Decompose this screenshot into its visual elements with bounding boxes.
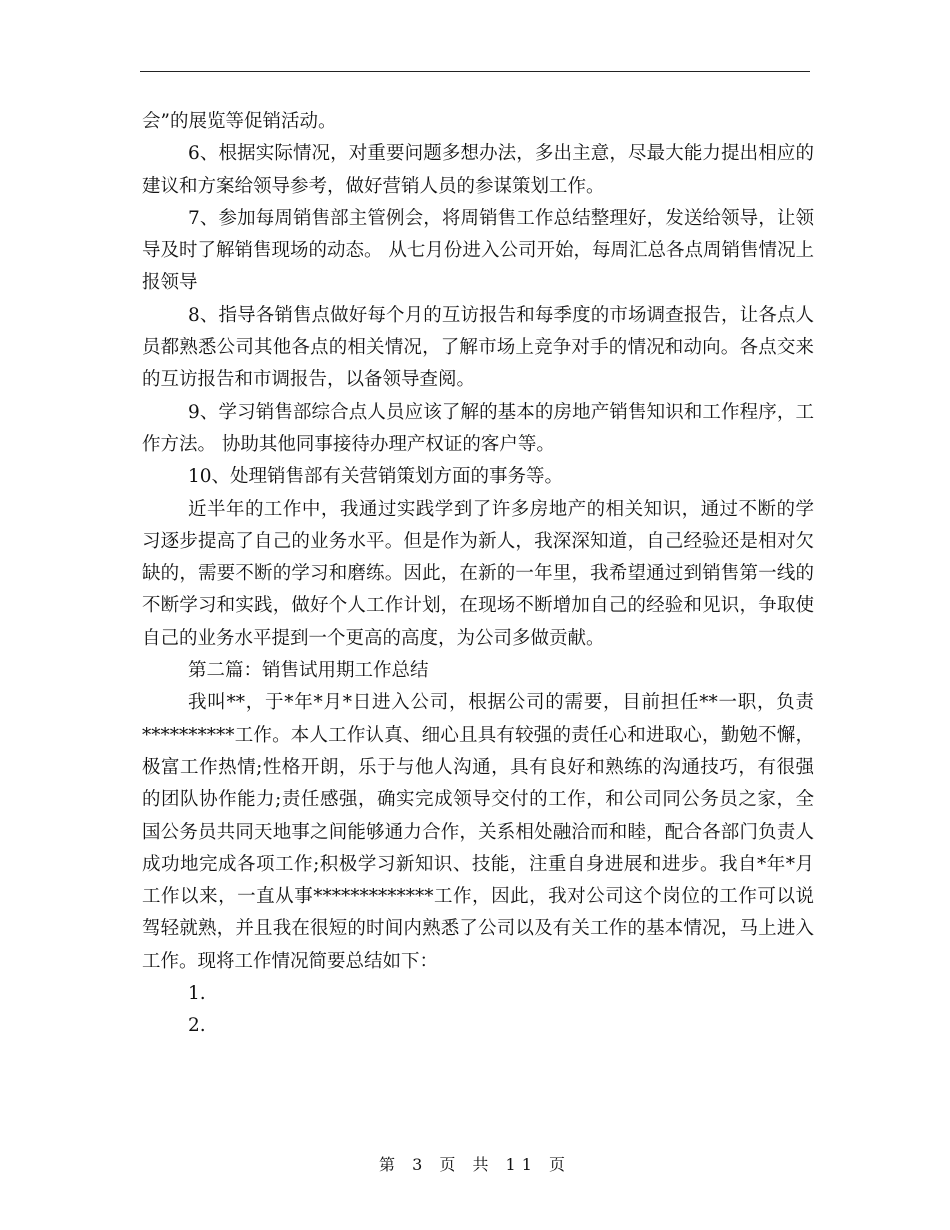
page-footer: 第 3 页 共 11 页 [379, 1155, 571, 1174]
paragraph: 9、学习销售部综合点人员应该了解的基本的房地产销售知识和工作程序，工作方法。 协助其他同事接待办理产权证的客户等。 [142, 401, 814, 455]
header-rule [140, 71, 810, 72]
paragraph: 近半年的工作中，我通过实践学到了许多房地产的相关知识，通过不断的学习逐步提高了自己的业务水平。但是作为新人，我深深知道，自己经验还是相对欠缺的，需要不断的学习和磨练。因此，在新的一年里，我希望通过到销售第一线的不断学习和实践，做好个人工作计划，在现场不断增加自己的经验和见识，争取使自己的业务水平提到一个更高的高度，为公司多做贡献。 [142, 498, 814, 649]
paragraph: 8、指导各销售点做好每个月的互访报告和每季度的市场调查报告，让各点人员都熟悉公司其他各点的相关情况，了解市场上竞争对手的情况和动向。各点交来的互访报告和市调报告，以备领导查阅。 [142, 304, 814, 391]
list-item: 2. [188, 1015, 206, 1037]
body-text [142, 106, 814, 1043]
paragraph: 10、处理销售部有关营销策划方面的事务等。 [188, 466, 564, 488]
paragraph: 会”的展览等促销活动。 [142, 111, 337, 132]
paragraph: 6、根据实际情况，对重要问题多想办法，多出主意，尽最大能力提出相应的建议和方案给领导参考，做好营销人员的参谋策划工作。 [142, 143, 814, 197]
section-heading: 第二篇：销售试用期工作总结 [188, 660, 429, 682]
list-item: 1. [188, 983, 206, 1005]
paragraph: 7、参加每周销售部主管例会，将周销售工作总结整理好，发送给领导，让领导及时了解销售现场的动态。 从七月份进入公司开始，每周汇总各点周销售情况上报领导 [142, 207, 814, 294]
paragraph: 我叫**，于*年*月*日进入公司，根据公司的需要，目前担任**一职，负责**********工作。本人工作认真、细心且具有较强的责任心和进取心，勤勉不懈，极富工作热情;性格开朗，乐于与他人沟通，具有良好和熟练的沟通技巧，有很强的团队协作能力;责任感强，确实完成领导交付的工作，和公司同公务员之家，全国公务员共同天地事之间能够通力合作，关系相处融洽而和睦，配合各部门负责人成功地完成各项工作;积极学习新知识、技能，注重自身进展和进步。我自*年*月工作以来，一直从事*************工作，因此，我对公司这个岗位的工作可以说驾轻就熟，并且我在很短的时间内熟悉了公司以及有关工作的基本情况，马上进入工作。现将工作情况简要总结如下： [142, 692, 814, 972]
